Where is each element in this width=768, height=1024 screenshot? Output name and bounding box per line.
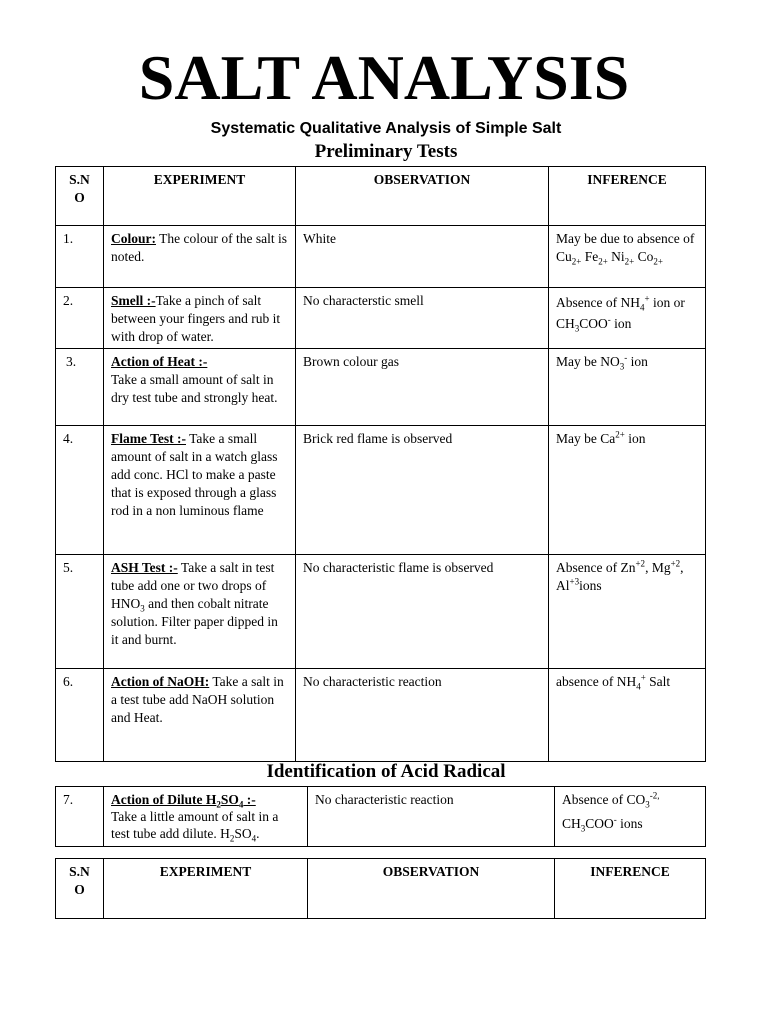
table-row (56, 226, 706, 288)
page-title: SALT ANALYSIS (138, 42, 630, 113)
table-row (56, 426, 706, 555)
row-inference: Absence of $Zn^{+2}$, $Mg^{+2}$, $Al^{+3}ions$ (549, 555, 706, 669)
table-row (56, 787, 706, 847)
header-observation: OBSERVATION (296, 167, 549, 226)
header-inference: INFERENCE (549, 167, 706, 226)
row-inference: May be $NO_3^-$ ion (549, 349, 706, 426)
header-experiment: EXPERIMENT (104, 167, 296, 226)
row-experiment: Colour: The colour of the salt is noted. (104, 226, 296, 288)
header-experiment: EXPERIMENT (104, 859, 308, 919)
table-row (56, 555, 706, 669)
row-observation: Brown colour gas (296, 349, 549, 426)
section-title-preliminary: Preliminary Tests (314, 141, 458, 162)
row-inference: absence of $NH_4^+$ Salt (549, 669, 706, 762)
row-sno: 4. (56, 426, 104, 555)
row-observation: No characteristic flame is observed (296, 555, 549, 669)
row-inference: Absence of $CO_3^{-2,}$ $CH_3COO^-$ ions (555, 787, 706, 847)
row-observation: No characteristic reaction (296, 669, 549, 762)
acid-radical-table (55, 786, 706, 847)
section-title-acid-radical: Identification of Acid Radical (266, 761, 506, 782)
table-row (56, 288, 706, 349)
row-observation: Brick red flame is observed (296, 426, 549, 555)
header-sno: S.N O (56, 167, 104, 226)
row-sno: 3. (56, 349, 104, 426)
row-observation: No characteristic reaction (308, 787, 555, 847)
preliminary-tests-table (55, 166, 706, 762)
row-observation: No characterstic smell (296, 288, 549, 349)
row-experiment: Action of NaOH: Take a salt in a test tube add NaOH solution and Heat. (104, 669, 296, 762)
row-experiment: Action of Heat :- Take a small amount of salt in dry test tube and strongly heat. (104, 349, 296, 426)
row-inference: Absence of $NH_4^+$ ion or $CH_3COO^-$ ion (549, 288, 706, 349)
row-experiment: Flame Test :- Take a small amount of salt in a watch glass add conc. HCl to make a paste that is exposed through a glass rod in a non luminous flame (104, 426, 296, 555)
row-sno: 6. (56, 669, 104, 762)
acid-radical-header-table (55, 858, 706, 919)
row-experiment: ASH Test :- Take a salt in test tube add one or two drops of $HNO_3$ and then cobalt nitrate solution. Filter paper dipped in it and burnt. (104, 555, 296, 669)
row-inference: May be $Ca^{2+}$ ion (549, 426, 706, 555)
table-header-row (56, 167, 706, 226)
table-row (56, 669, 706, 762)
table-row (56, 349, 706, 426)
row-experiment: Action of Dilute $H_2SO_4$ :- Take a little amount of salt in a test tube add dilute. $H_2SO_4$. (104, 787, 308, 847)
row-observation: White (296, 226, 549, 288)
page-subtitle: Systematic Qualitative Analysis of Simple Salt (210, 120, 562, 137)
row-sno: 2. (56, 288, 104, 349)
header-inference: INFERENCE (555, 859, 706, 919)
row-experiment: Smell :-Take a pinch of salt between your fingers and rub it with drop of water. (104, 288, 296, 349)
row-sno: 1. (56, 226, 104, 288)
header-sno: S.N O (56, 859, 104, 919)
row-sno: 5. (56, 555, 104, 669)
header-observation: OBSERVATION (308, 859, 555, 919)
row-sno: 7. (56, 787, 104, 847)
table-header-row (56, 859, 706, 919)
row-inference: May be due to absence of $Cu_{2+}$ $Fe_{2+}$ $Ni_{2+}$ $Co_{2+}$ (549, 226, 706, 288)
